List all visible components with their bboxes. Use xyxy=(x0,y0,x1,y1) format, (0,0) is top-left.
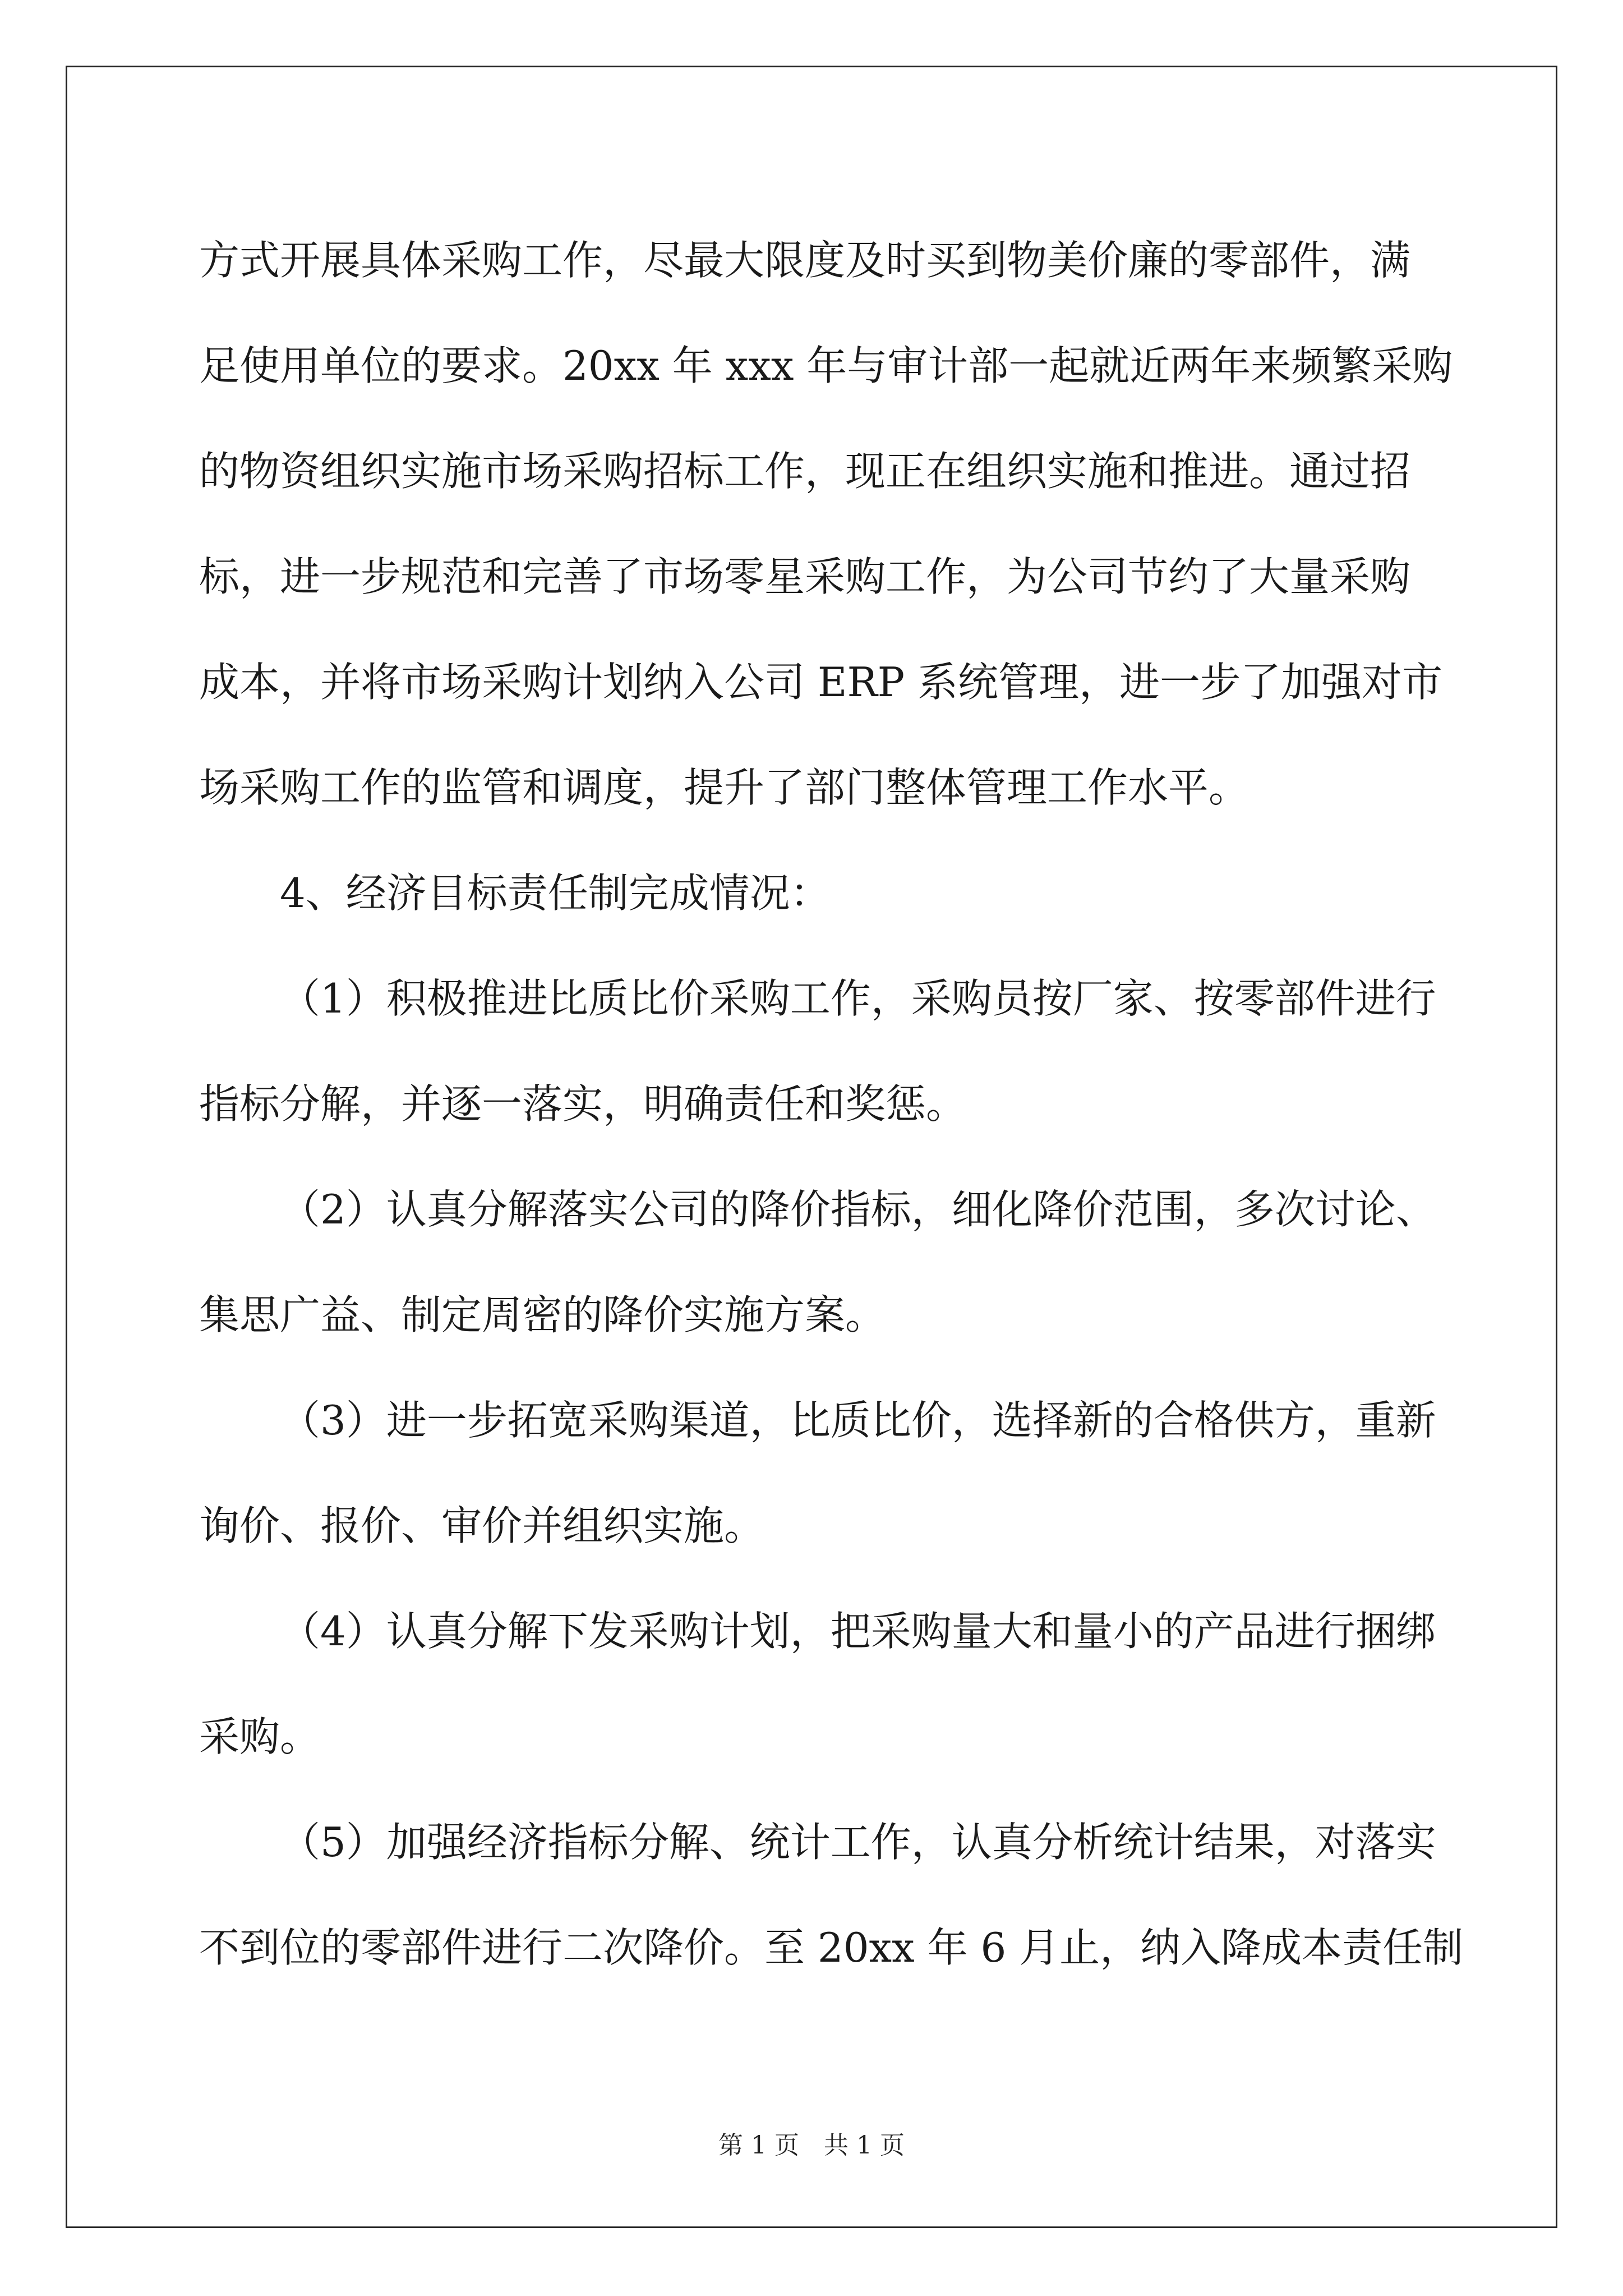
document-body xyxy=(199,208,1467,2000)
list-item-4: （4）认真分解下发采购计划，把采购量大和量小的产品进行捆绑 xyxy=(280,1608,1436,1655)
text-line: 询价、报价、审价并组织实施。 xyxy=(199,1502,765,1549)
list-item-3: （3）进一步拓宽采购渠道，比质比价，选择新的合格供方，重新 xyxy=(280,1397,1436,1444)
text-line: 场采购工作的监管和调度，提升了部门整体管理工作水平。 xyxy=(199,764,1249,811)
text-line: 足使用单位的要求。20xx 年 xxx 年与审计部一起就近两年来频繁采购 xyxy=(199,342,1453,389)
text-line: 标，进一步规范和完善了市场零星采购工作，为公司节约了大量采购 xyxy=(199,553,1411,600)
section-heading: 4、经济目标责任制完成情况： xyxy=(280,869,831,917)
list-item-2: （2）认真分解落实公司的降价指标，细化降价范围，多次讨论、 xyxy=(280,1186,1436,1233)
list-item-5: （5）加强经济指标分解、统计工作，认真分析统计结果，对落实 xyxy=(280,1819,1436,1866)
text-line: 的物资组织实施市场采购招标工作，现正在组织实施和推进。通过招 xyxy=(199,448,1411,495)
text-line: 采购。 xyxy=(199,1713,321,1760)
text-line: 指标分解，并逐一落实，明确责任和奖惩。 xyxy=(199,1080,967,1128)
text-line: 集思广益、制定周密的降价实施方案。 xyxy=(199,1291,886,1338)
list-item-1: （1）积极推进比质比价采购工作，采购员按厂家、按零部件进行 xyxy=(280,975,1436,1022)
text-line: 方式开展具体采购工作，尽最大限度及时买到物美价廉的零部件，满 xyxy=(199,237,1411,284)
text-line: 不到位的零部件进行二次降价。至 20xx 年 6 月止，纳入降成本责任制 xyxy=(199,1924,1464,1971)
page-number-footer: 第 1 页 共 1 页 xyxy=(718,2131,905,2160)
text-line: 成本，并将市场采购计划纳入公司 ERP 系统管理，进一步了加强对市 xyxy=(199,659,1442,706)
